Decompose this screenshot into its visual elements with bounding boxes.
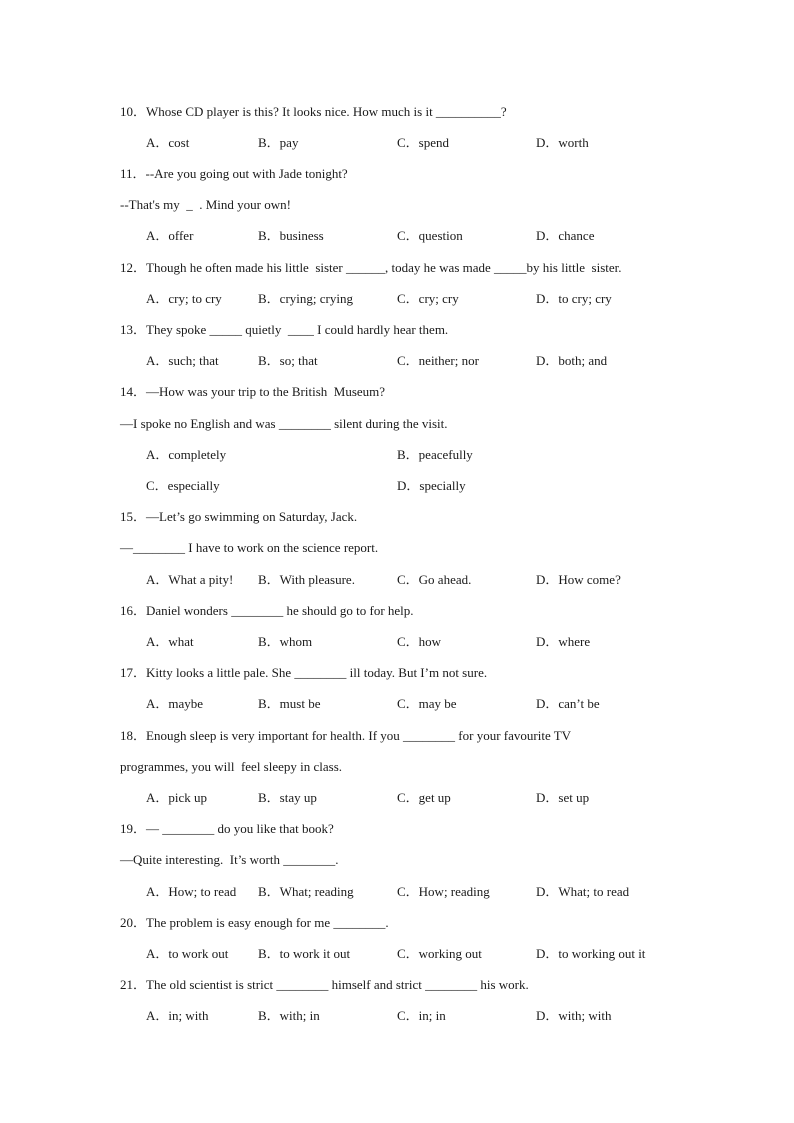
- question-13-option-a[interactable]: A．such; that: [146, 353, 219, 368]
- question-15-line2: —________ I have to work on the science report.: [120, 540, 379, 555]
- question-10-option-d[interactable]: D．worth: [536, 135, 589, 150]
- question-21-option-d[interactable]: D．with; with: [536, 1008, 612, 1023]
- question-15-stem: 15．—Let’s go swimming on Saturday, Jack.: [120, 509, 358, 524]
- question-21-option-c[interactable]: C．in; in: [397, 1008, 446, 1023]
- question-15-option-a[interactable]: A．What a pity!: [146, 572, 234, 587]
- question-13-stem: 13．They spoke _____ quietly ____ I could hardly hear them.: [120, 322, 449, 337]
- question-17-option-d[interactable]: D．can’t be: [536, 696, 600, 711]
- question-16-stem: 16．Daniel wonders ________ he should go to for help.: [120, 603, 414, 618]
- question-11-option-d[interactable]: D．chance: [536, 228, 595, 243]
- question-11-option-b[interactable]: B．business: [258, 228, 324, 243]
- question-10-option-a[interactable]: A．cost: [146, 135, 190, 150]
- question-16-option-a[interactable]: A．what: [146, 634, 194, 649]
- question-19-option-a[interactable]: A．How; to read: [146, 884, 237, 899]
- question-15-option-b[interactable]: B．With pleasure.: [258, 572, 355, 587]
- question-12-option-a[interactable]: A．cry; to cry: [146, 291, 222, 306]
- question-17-option-c[interactable]: C．may be: [397, 696, 457, 711]
- question-10-stem: 10．Whose CD player is this? It looks nice. How much is it __________?: [120, 104, 507, 119]
- question-17-stem: 17．Kitty looks a little pale. She ________ ill today. But I’m not sure.: [120, 665, 488, 680]
- question-12-stem: 12．Though he often made his little sister ______, today he was made _____by his little sister.: [120, 260, 622, 275]
- question-20-option-d[interactable]: D．to working out it: [536, 946, 646, 961]
- question-19-line2: —Quite interesting. It’s worth ________.: [120, 852, 339, 867]
- question-19-stem: 19．— ________ do you like that book?: [120, 821, 334, 836]
- question-16-option-c[interactable]: C．how: [397, 634, 442, 649]
- question-12-option-d[interactable]: D．to cry; cry: [536, 291, 612, 306]
- question-11-line2: --That's my _ . Mind your own!: [120, 197, 291, 212]
- question-20-option-a[interactable]: A．to work out: [146, 946, 229, 961]
- question-13-option-b[interactable]: B．so; that: [258, 353, 318, 368]
- question-14-option-c[interactable]: C．especially: [146, 478, 220, 493]
- question-17-option-b[interactable]: B．must be: [258, 696, 321, 711]
- question-12-option-b[interactable]: B．crying; crying: [258, 291, 353, 306]
- question-14-option-b[interactable]: B．peacefully: [397, 447, 473, 462]
- question-21-option-b[interactable]: B．with; in: [258, 1008, 320, 1023]
- question-19-option-b[interactable]: B．What; reading: [258, 884, 354, 899]
- question-14-option-d[interactable]: D．specially: [397, 478, 466, 493]
- question-19-option-d[interactable]: D．What; to read: [536, 884, 630, 899]
- question-21-option-a[interactable]: A．in; with: [146, 1008, 209, 1023]
- question-14-line2: —I spoke no English and was ________ silent during the visit.: [120, 416, 448, 431]
- question-21-stem: 21．The old scientist is strict ________ himself and strict ________ his work.: [120, 977, 529, 992]
- question-13-option-d[interactable]: D．both; and: [536, 353, 608, 368]
- question-11-option-c[interactable]: C．question: [397, 228, 463, 243]
- question-18-option-b[interactable]: B．stay up: [258, 790, 317, 805]
- question-18-stem: 18．Enough sleep is very important for health. If you ________ for your favourite TV: [120, 728, 572, 743]
- question-20-option-b[interactable]: B．to work it out: [258, 946, 351, 961]
- question-15-option-c[interactable]: C．Go ahead.: [397, 572, 472, 587]
- question-18-option-c[interactable]: C．get up: [397, 790, 451, 805]
- question-11-stem: 11．--Are you going out with Jade tonight?: [120, 166, 348, 181]
- question-20-option-c[interactable]: C．working out: [397, 946, 482, 961]
- question-18-line2: programmes, you will feel sleepy in class.: [120, 759, 343, 774]
- question-10-option-c[interactable]: C．spend: [397, 135, 450, 150]
- question-19-option-c[interactable]: C．How; reading: [397, 884, 490, 899]
- question-17-option-a[interactable]: A．maybe: [146, 696, 204, 711]
- question-10-option-b[interactable]: B．pay: [258, 135, 299, 150]
- question-18-option-a[interactable]: A．pick up: [146, 790, 208, 805]
- question-20-stem: 20．The problem is easy enough for me ________.: [120, 915, 389, 930]
- question-14-option-a[interactable]: A．completely: [146, 447, 227, 462]
- question-16-option-d[interactable]: D．where: [536, 634, 591, 649]
- question-15-option-d[interactable]: D．How come?: [536, 572, 621, 587]
- question-18-option-d[interactable]: D．set up: [536, 790, 590, 805]
- question-14-stem: 14．—How was your trip to the British Museum?: [120, 384, 386, 399]
- question-12-option-c[interactable]: C．cry; cry: [397, 291, 459, 306]
- question-13-option-c[interactable]: C．neither; nor: [397, 353, 479, 368]
- question-11-option-a[interactable]: A．offer: [146, 228, 194, 243]
- question-16-option-b[interactable]: B．whom: [258, 634, 313, 649]
